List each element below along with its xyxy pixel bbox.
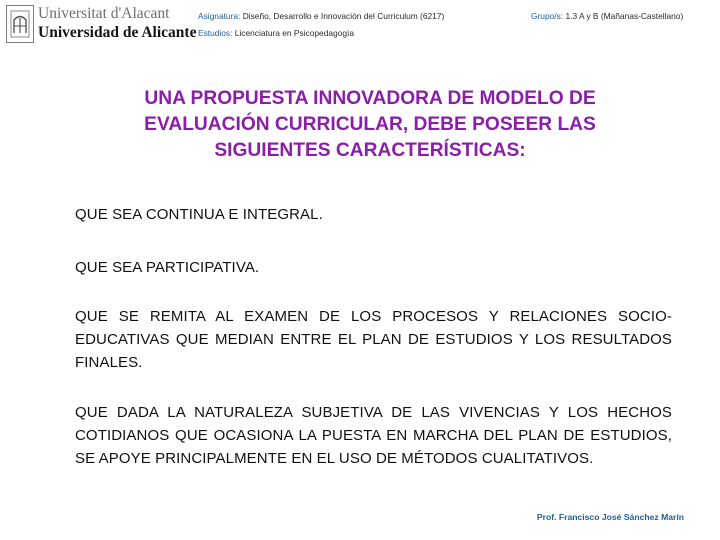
university-emblem-icon	[6, 5, 34, 43]
slide-title-line: EVALUACIÓN CURRICULAR, DEBE POSEER LAS	[144, 114, 596, 135]
asignatura-label: Asignatura:	[198, 11, 241, 21]
list-item: QUE SEA PARTICIPATIVA.	[75, 259, 260, 276]
estudios-value: Licenciatura en Psicopedagogía	[234, 28, 354, 38]
university-logo	[6, 4, 197, 44]
header	[0, 0, 720, 52]
logo-text-valencian: Universitat d'Alacant	[38, 5, 170, 22]
asignatura-value: Diseño, Desarrollo e Innovación del Curriculum (6217)	[242, 11, 445, 21]
list-item: QUE SE REMITA AL EXAMEN DE LOS PROCESOS Y RELACIONES SOCIO-EDUCATIVAS QUE MEDIAN ENTRE EL PLAN DE ESTUDIOS Y LOS RESULTADOS FINALES.	[75, 308, 672, 371]
slide-title-line: SIGUIENTES CARACTERÍSTICAS:	[214, 140, 526, 161]
list-item: QUE DADA LA NATURALEZA SUBJETIVA DE LAS VIVENCIAS Y LOS HECHOS COTIDIANOS QUE OCASIONA LA PUESTA EN MARCHA DEL PLAN DE ESTUDIOS, SE APOYE PRINCIPALMENTE EN EL USO DE MÉTODOS CUALITATIVOS.	[75, 404, 672, 467]
estudios-label: Estudios:	[198, 28, 233, 38]
grupo-label: Grupo/s:	[531, 11, 564, 21]
logo-text-spanish: Universidad de Alicante	[38, 24, 197, 41]
grupo-info	[531, 11, 683, 21]
author-footer: Prof. Francisco José Sánchez Marín	[536, 512, 684, 522]
estudios-info	[198, 28, 354, 38]
grupo-value: 1.3 A y B (Mañanas-Castellano)	[565, 11, 684, 21]
list-item: QUE SEA CONTINUA E INTEGRAL.	[75, 206, 323, 223]
slide-title	[110, 86, 630, 164]
slide-title-line: UNA PROPUESTA INNOVADORA DE MODELO DE	[144, 88, 596, 109]
asignatura-info	[198, 11, 444, 21]
